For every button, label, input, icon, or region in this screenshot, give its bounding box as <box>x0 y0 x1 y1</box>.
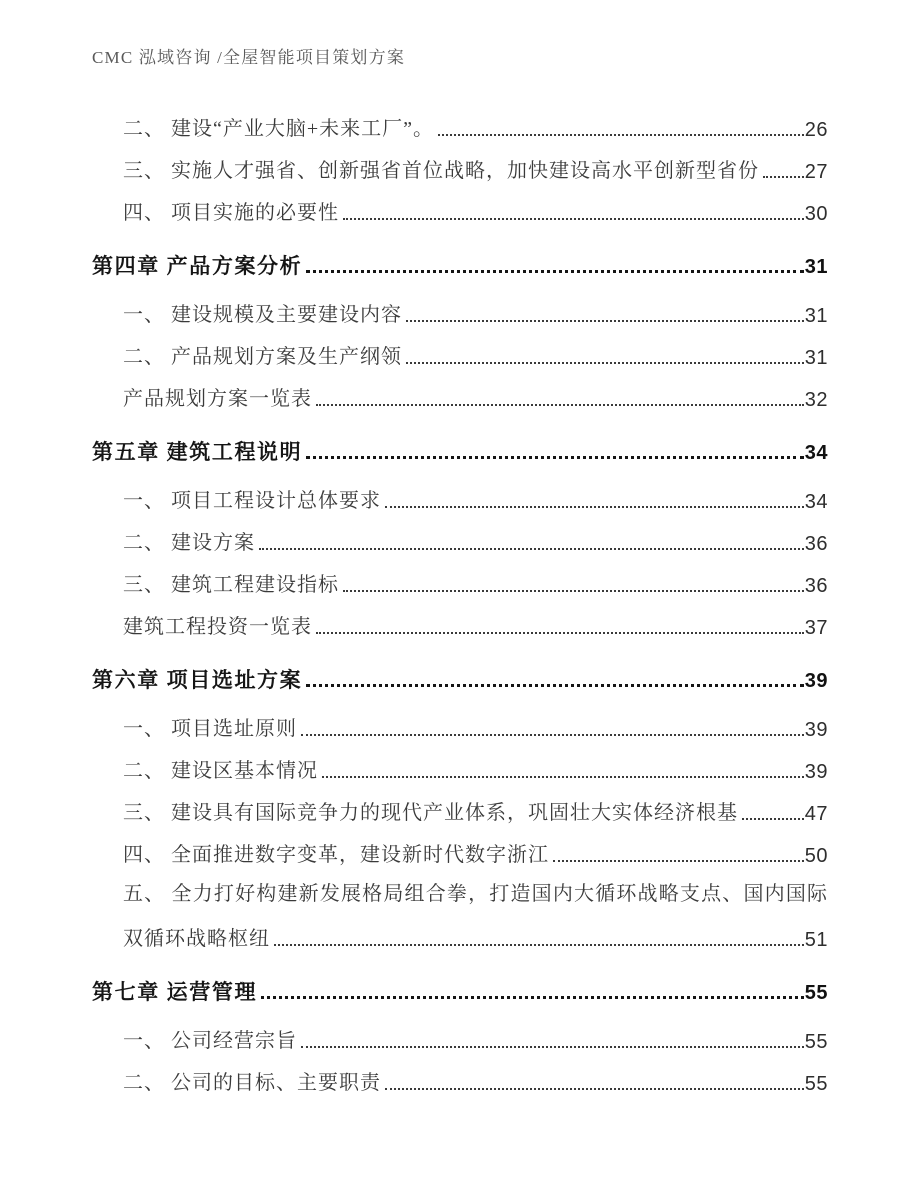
toc-page-number: 47 <box>804 803 828 825</box>
toc-page-number: 31 <box>804 305 828 327</box>
dotted-leader <box>406 320 804 322</box>
toc-page-number: 39 <box>804 761 828 783</box>
dotted-leader <box>343 218 804 220</box>
dotted-leader <box>322 776 804 778</box>
toc-page-number: 31 <box>804 256 828 278</box>
toc-page-number: 55 <box>804 982 828 1004</box>
dotted-leader <box>261 996 804 999</box>
dotted-leader <box>343 590 804 592</box>
toc-entry-label: 第七章 运营管理 <box>92 980 258 1004</box>
toc-entry-label: 三、 建筑工程建设指标 <box>123 574 339 596</box>
toc-page-number: 30 <box>804 203 828 225</box>
toc-page-number: 36 <box>804 533 828 555</box>
toc-chapter-entry[interactable] <box>92 963 828 1006</box>
dotted-leader <box>406 362 804 364</box>
toc-entry[interactable] <box>123 185 828 227</box>
toc-chapter-entry[interactable] <box>92 651 828 694</box>
toc-entry-label: 一、 项目工程设计总体要求 <box>123 490 381 512</box>
toc-page-number: 50 <box>804 845 828 867</box>
toc-entry-label: 一、 建设规模及主要建设内容 <box>123 304 402 326</box>
toc-entry-label: 一、 项目选址原则 <box>123 718 297 740</box>
dotted-leader <box>316 404 804 406</box>
toc-entry-label: 三、 实施人才强省、创新强省首位战略，加快建设高水平创新型省份 <box>123 160 759 182</box>
toc-entry[interactable] <box>123 101 828 143</box>
toc-entry-label: 建筑工程投资一览表 <box>123 616 312 638</box>
toc-entry-label: 四、 全面推进数字变革，建设新时代数字浙江 <box>123 844 549 866</box>
toc-page-number: 34 <box>804 442 828 464</box>
toc-entry[interactable] <box>123 371 828 413</box>
toc-entry[interactable] <box>123 515 828 557</box>
toc-entry[interactable] <box>123 743 828 785</box>
toc-entry[interactable] <box>123 287 828 329</box>
toc-entry[interactable] <box>123 1055 828 1097</box>
toc-entry[interactable] <box>123 143 828 185</box>
toc-entry-label: 二、 建设方案 <box>123 532 255 554</box>
toc-entry-label: 四、 项目实施的必要性 <box>123 202 339 224</box>
toc-entry-label: 二、 公司的目标、主要职责 <box>123 1072 381 1094</box>
dotted-leader <box>553 860 804 862</box>
toc-entry[interactable] <box>123 785 828 827</box>
toc-entry-label: 第四章 产品方案分析 <box>92 254 303 278</box>
toc-entry-label: 第五章 建筑工程说明 <box>92 440 303 464</box>
dotted-leader <box>316 632 804 634</box>
dotted-leader <box>763 176 804 178</box>
toc-page-number: 34 <box>804 491 828 513</box>
toc-chapter-entry[interactable] <box>92 237 828 280</box>
document-header: CMC 泓域咨询 /全屋智能项目策划方案 <box>92 48 406 67</box>
toc-page-number: 55 <box>804 1073 828 1095</box>
dotted-leader <box>438 134 804 136</box>
toc-page-number: 32 <box>804 389 828 411</box>
toc-page-number: 37 <box>804 617 828 639</box>
dotted-leader <box>385 506 804 508</box>
toc-page-number: 51 <box>804 929 828 951</box>
dotted-leader <box>301 1046 804 1048</box>
toc-entry-label: 双循环战略枢纽 <box>123 928 270 950</box>
toc-entry[interactable] <box>123 869 828 911</box>
toc-entry-label: 二、 建设“产业大脑+未来工厂”。 <box>123 118 435 140</box>
toc-page-number: 39 <box>804 670 828 692</box>
toc-entry-label: 五、 全力打好构建新发展格局组合拳，打造国内大循环战略支点、国内国际 <box>123 883 828 905</box>
dotted-leader <box>274 944 804 946</box>
dotted-leader <box>385 1088 804 1090</box>
toc-entry[interactable] <box>123 473 828 515</box>
toc-page-number: 55 <box>804 1031 828 1053</box>
toc-entry[interactable] <box>123 557 828 599</box>
toc-entry[interactable] <box>123 599 828 641</box>
toc-chapter-entry[interactable] <box>92 423 828 466</box>
toc-page-number: 27 <box>804 161 828 183</box>
toc-entry[interactable] <box>123 827 828 869</box>
toc-page-number: 31 <box>804 347 828 369</box>
toc-entry-label: 产品规划方案一览表 <box>123 388 312 410</box>
dotted-leader <box>259 548 804 550</box>
toc-entry-label: 二、 建设区基本情况 <box>123 760 318 782</box>
toc-entry[interactable] <box>123 329 828 371</box>
toc-entry[interactable] <box>123 1013 828 1055</box>
toc-entry-label: 二、 产品规划方案及生产纲领 <box>123 346 402 368</box>
toc-entry-label: 一、 公司经营宗旨 <box>123 1030 297 1052</box>
toc-page-number: 26 <box>804 119 828 141</box>
toc-entry-label: 第六章 项目选址方案 <box>92 668 303 692</box>
toc-entry[interactable] <box>123 911 828 953</box>
toc-page-number: 36 <box>804 575 828 597</box>
dotted-leader <box>306 456 804 459</box>
table-of-contents <box>92 101 828 1097</box>
dotted-leader <box>306 684 804 687</box>
toc-entry-label: 三、 建设具有国际竞争力的现代产业体系，巩固壮大实体经济根基 <box>123 802 738 824</box>
dotted-leader <box>742 818 804 820</box>
toc-page-number: 39 <box>804 719 828 741</box>
toc-entry[interactable] <box>123 701 828 743</box>
dotted-leader <box>306 270 804 273</box>
dotted-leader <box>301 734 804 736</box>
